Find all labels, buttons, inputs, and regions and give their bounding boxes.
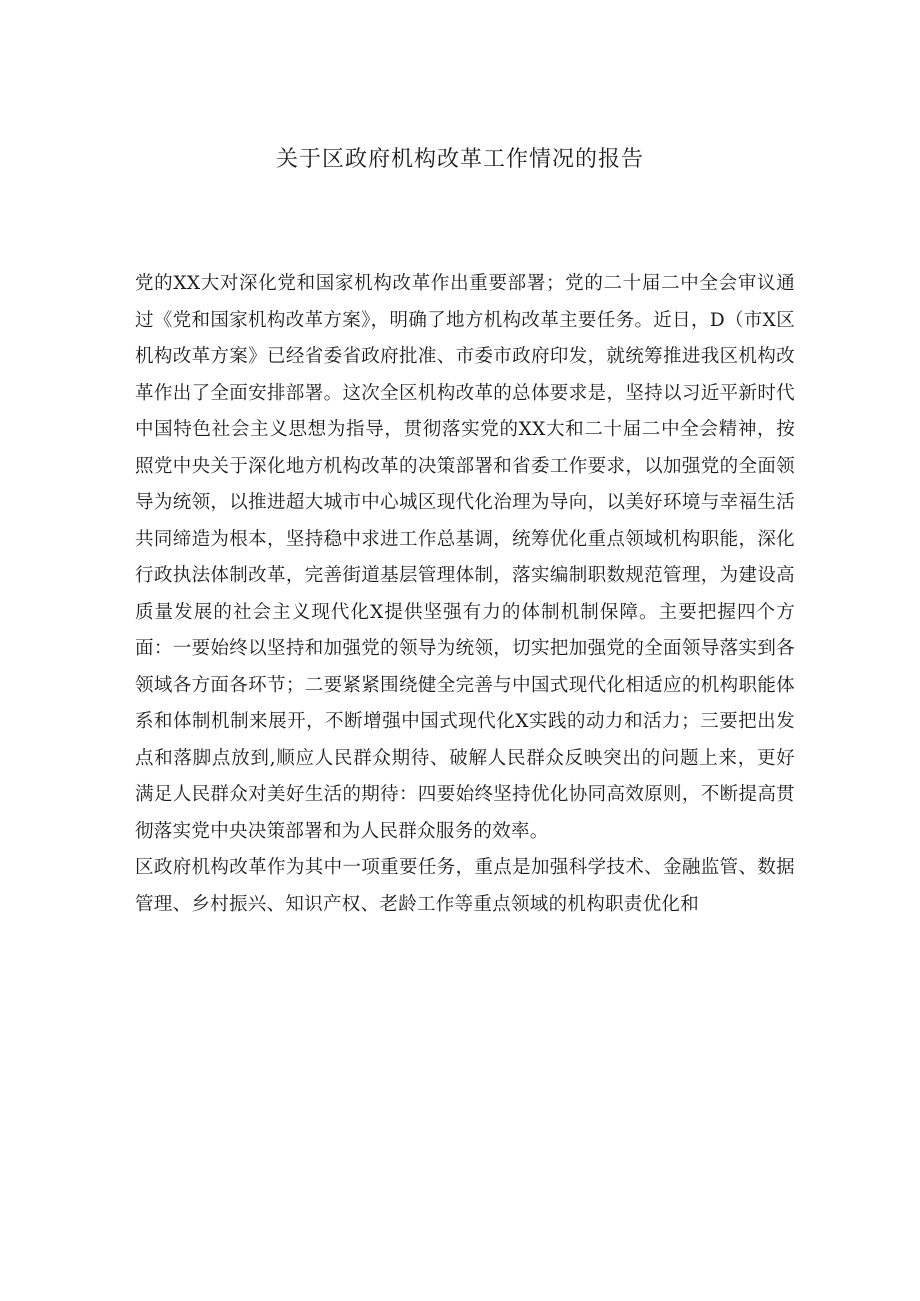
paragraph-2: 区政府机构改革作为其中一项重要任务，重点是加强科学技术、金融监管、数据管理、乡村振兴、知识产权、老龄工作等重点领域的机构职责优化和: [135, 857, 795, 915]
paragraph-1: 党的XX大对深化党和国家机构改革作出重要部署；党的二十届二中全会审议通过《党和国家机构改革方案》，明确了地方机构改革主要任务。近日，D（市X区机构改革方案》已经省委省政府批准、市委市政府印发，就统筹推进我区机构改革作出了全面安排部署。这次全区机构改革的总体要求是，坚持以习近平新时代中国特色社会主义思想为指导，贯彻落实党的XX大和二十届二中全会精神，按照党中央关于深化地方机构改革的决策部署和省委工作要求，以加强党的全面领导为统领，以推进超大城市中心城区现代化治理为导向，以美好环境与幸福生活共同缔造为根本，坚持稳中求进工作总基调，统筹优化重点领域机构职能，深化行政执法体制改革，完善街道基层管理体制，落实编制职数规范管理，为建设高质量发展的社会主义现代化X提供坚强有力的体制机制保障。主要把握四个方面：一要始终以坚持和加强党的领导为统领，切实把加强党的全面领导落实到各领域各方面各环节；二要紧紧围绕健全完善与中国式现代化相适应的机构职能体系和体制机制来展开，不断增强中国式现代化X实践的动力和活力；三要把出发点和落脚点放到,顺应人民群众期待、破解人民群众反映突出的问题上来，更好满足人民群众对美好生活的期待：四要始终坚持优化协同高效原则，不断提高贯彻落实党中央决策部署和为人民群众服务的效率。: [135, 273, 795, 842]
document-title: 关于区政府机构改革工作情况的报告: [275, 147, 644, 172]
document-body: [135, 266, 795, 923]
